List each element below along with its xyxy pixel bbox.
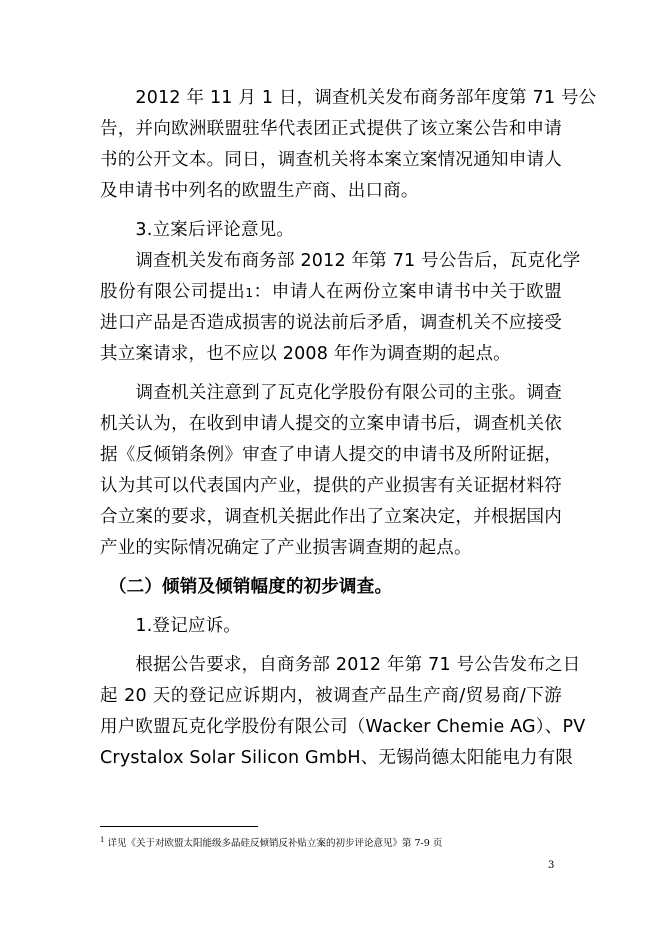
text-line-content: 用户欧盟瓦克化学股份有限公司（Wacker Chemie AG）、PV [100,717,586,737]
text-line-content: 2012 年 11 月 1 日，调查机关发布商务部年度第 71 号公 [100,88,597,108]
text-line-content: 调查机关发布商务部 2012 年第 71 号公告后，瓦克化学 [100,251,581,271]
footnote-marker: 1 [100,836,105,844]
text-line [100,412,562,436]
footnote-text: 详见《关于对欧盟太阳能级多晶硅反倾销反补贴立案的初步评论意见》第 7-9 页 [104,838,443,850]
footnote-divider [100,826,258,827]
text-line [100,249,581,273]
page-number: 3 [548,860,555,871]
text-line [100,381,562,405]
text-line [100,474,562,498]
text-line [100,148,562,172]
text-line [100,311,562,335]
text-line-content: 根据公告要求，自商务部 2012 年第 71 号公告发布之日 [100,655,581,675]
text-line [100,536,562,560]
text-line-content: 产业的实际情况确定了产业损害调查期的起点。 [100,538,472,558]
text-line [100,746,574,770]
text-line [100,614,562,638]
text-line [100,218,562,242]
text-line-content: 告，并向欧洲联盟驻华代表团正式提供了该立案公告和申请 [100,119,562,139]
text-line-content: 据《反倾销条例》审查了申请人提交的申请书及所附证据， [100,445,562,465]
text-line [100,443,562,467]
text-line [100,86,597,110]
text-line [100,179,562,203]
text-line-content: 3.立案后评论意见。 [100,220,295,240]
text-line-content: 进口产品是否造成损害的说法前后矛盾，调查机关不应接受 [100,313,562,333]
footnote-reference: 1 [245,286,254,300]
footnote [100,833,442,851]
text-line [100,575,562,599]
text-line-content: （二）倾销及倾销幅度的初步调查。 [100,577,393,597]
text-line-content: 1.登记应诉。 [100,616,241,636]
text-line-content: 合立案的要求，调查机关据此作出了立案决定，并根据国内 [100,507,562,527]
text-line-content: 书的公开文本。同日，调查机关将本案立案情况通知申请人 [100,150,562,170]
text-line-content: 机关认为，在收到申请人提交的立案申请书后，调查机关依 [100,414,562,434]
text-line [100,280,562,305]
text-line [100,505,562,529]
text-line-content: 股份有限公司提出 [100,282,246,302]
text-line [100,653,581,677]
text-line-content: 起 20 天的登记应诉期内，被调查产品生产商/贸易商/下游 [100,686,562,706]
text-line-content: 认为其可以代表国内产业，提供的产业损害有关证据材料符 [100,476,562,496]
text-line-content: 调查机关注意到了瓦克化学股份有限公司的主张。调查 [100,383,562,403]
text-line [100,117,562,141]
text-line-continuation: ：申请人在两份立案申请书中关于欧盟 [253,282,562,302]
text-line [100,684,562,708]
text-line-content: 及申请书中列名的欧盟生产商、出口商。 [100,181,419,201]
text-line-content: 其立案请求，也不应以 2008 年作为调查期的起点。 [100,344,511,364]
text-line [100,342,562,366]
text-line [100,715,586,739]
text-line-content: Crystalox Solar Silicon GmbH、无锡尚德太阳能电力有限 [100,748,574,768]
